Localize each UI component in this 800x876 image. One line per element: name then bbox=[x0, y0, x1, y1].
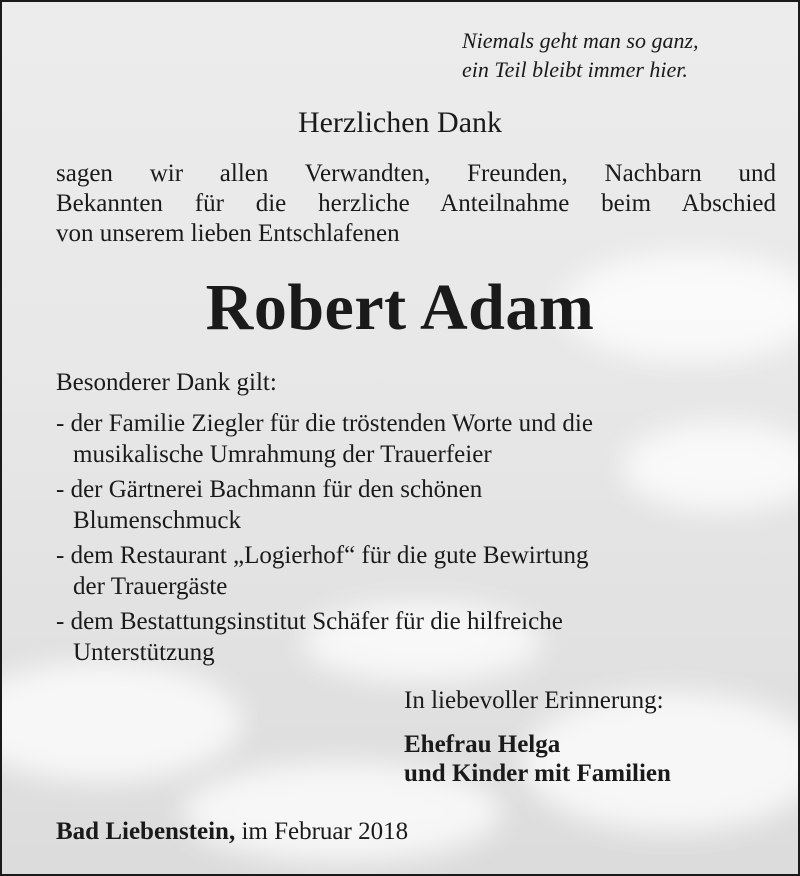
list-item-line: Blumenschmuck bbox=[73, 507, 242, 534]
quote-line: ein Teil bleibt immer hier. bbox=[462, 57, 688, 82]
thanks-list bbox=[56, 408, 593, 672]
signer-line: Ehefrau Helga bbox=[404, 731, 561, 758]
list-item bbox=[56, 606, 593, 668]
list-item-line: - der Gärtnerei Bachmann für den schönen bbox=[56, 476, 483, 503]
intro-line: sagen wir allen Verwandten, Freunden, Nachbarn und bbox=[56, 160, 776, 187]
list-item-line: musikalische Umrahmung der Trauerfeier bbox=[73, 441, 492, 468]
list-item bbox=[56, 540, 593, 602]
deceased-name: Robert Adam bbox=[205, 271, 595, 344]
quote-line: Niemals geht man so ganz, bbox=[462, 28, 699, 53]
signer-line: und Kinder mit Familien bbox=[404, 760, 671, 787]
list-item-line: - dem Restaurant „Logierhof“ für die gute Bewirtung bbox=[56, 542, 589, 569]
heading: Herzlichen Dank bbox=[297, 106, 503, 139]
cloud-shape bbox=[0, 662, 242, 782]
intro-line: Bekannten für die herzliche Anteilnahme beim Abschied bbox=[56, 190, 776, 217]
intro-line: von unserem lieben Entschlafenen bbox=[56, 220, 400, 247]
list-item-line: - der Familie Ziegler für die tröstenden Worte und die bbox=[56, 410, 593, 437]
cloud-shape bbox=[622, 422, 800, 512]
quote bbox=[462, 26, 699, 84]
signers bbox=[404, 730, 671, 788]
special-thanks-heading: Besonderer Dank gilt: bbox=[56, 369, 277, 396]
place-date bbox=[56, 818, 408, 846]
list-item-line: der Trauergäste bbox=[73, 573, 228, 600]
list-item bbox=[56, 408, 593, 470]
memory-line: In liebevoller Erinnerung: bbox=[404, 687, 664, 714]
intro-text bbox=[56, 159, 776, 249]
list-item bbox=[56, 474, 593, 536]
date: im Februar 2018 bbox=[241, 818, 409, 845]
place: Bad Liebenstein, bbox=[56, 818, 236, 845]
list-item-line: - dem Bestattungsinstitut Schäfer für die hilfreiche bbox=[56, 608, 563, 635]
list-item-line: Unterstützung bbox=[73, 639, 215, 666]
